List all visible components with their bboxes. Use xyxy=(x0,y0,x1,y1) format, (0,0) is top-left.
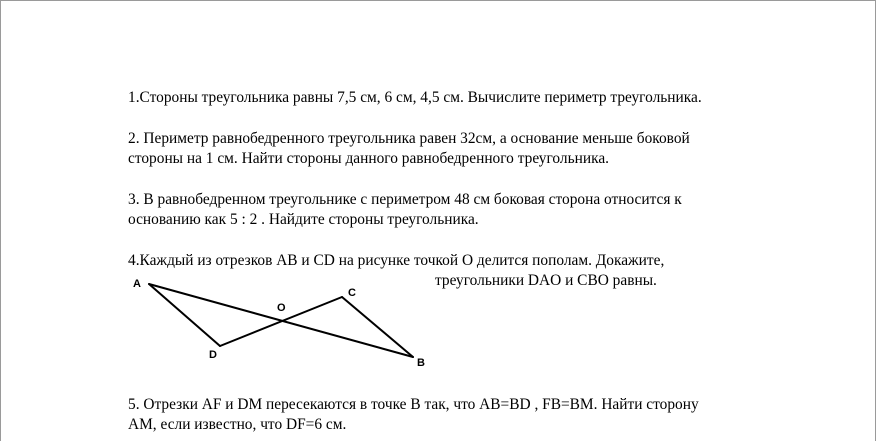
geometry-figure xyxy=(125,269,435,373)
problem-4-line-1: 4.Каждый из отрезков АВ и CD на рисунке точкой О делится пополам. Докажите, xyxy=(128,252,665,269)
label-b: B xyxy=(417,357,425,369)
problem-2 xyxy=(128,129,828,169)
problem-2-line-2: стороны на 1 см. Найти стороны данного равнобедренного треугольника. xyxy=(128,150,609,167)
label-o: O xyxy=(277,302,286,314)
problem-1-line-1: 1.Стороны треугольника равны 7,5 см, 6 см, 4,5 см. Вычислите периметр треугольника. xyxy=(128,89,702,106)
label-d: D xyxy=(209,349,217,361)
label-a: A xyxy=(133,278,141,290)
problem-5-line-1: 5. Отрезки AF и DM пересекаются в точке В так, что АВ=BD , FB=BM. Найти сторону xyxy=(128,396,699,413)
problem-3 xyxy=(128,190,828,230)
problem-3-line-2: основанию как 5 : 2 . Найдите стороны треугольника. xyxy=(128,211,479,228)
problem-2-line-1: 2. Периметр равнобедренного треугольника равен 32см, а основание меньше боковой xyxy=(128,130,690,147)
problem-5 xyxy=(128,395,828,435)
label-c: C xyxy=(348,287,356,299)
problem-5-line-2: АМ, если известно, что DF=6 см. xyxy=(128,416,347,433)
problem-1 xyxy=(128,88,828,108)
problem-4-line-2: треугольники DAO и СВО равны. xyxy=(435,272,657,289)
problem-3-line-1: 3. В равнобедренном треугольнике с периметром 48 см боковая сторона относится к xyxy=(128,191,682,208)
